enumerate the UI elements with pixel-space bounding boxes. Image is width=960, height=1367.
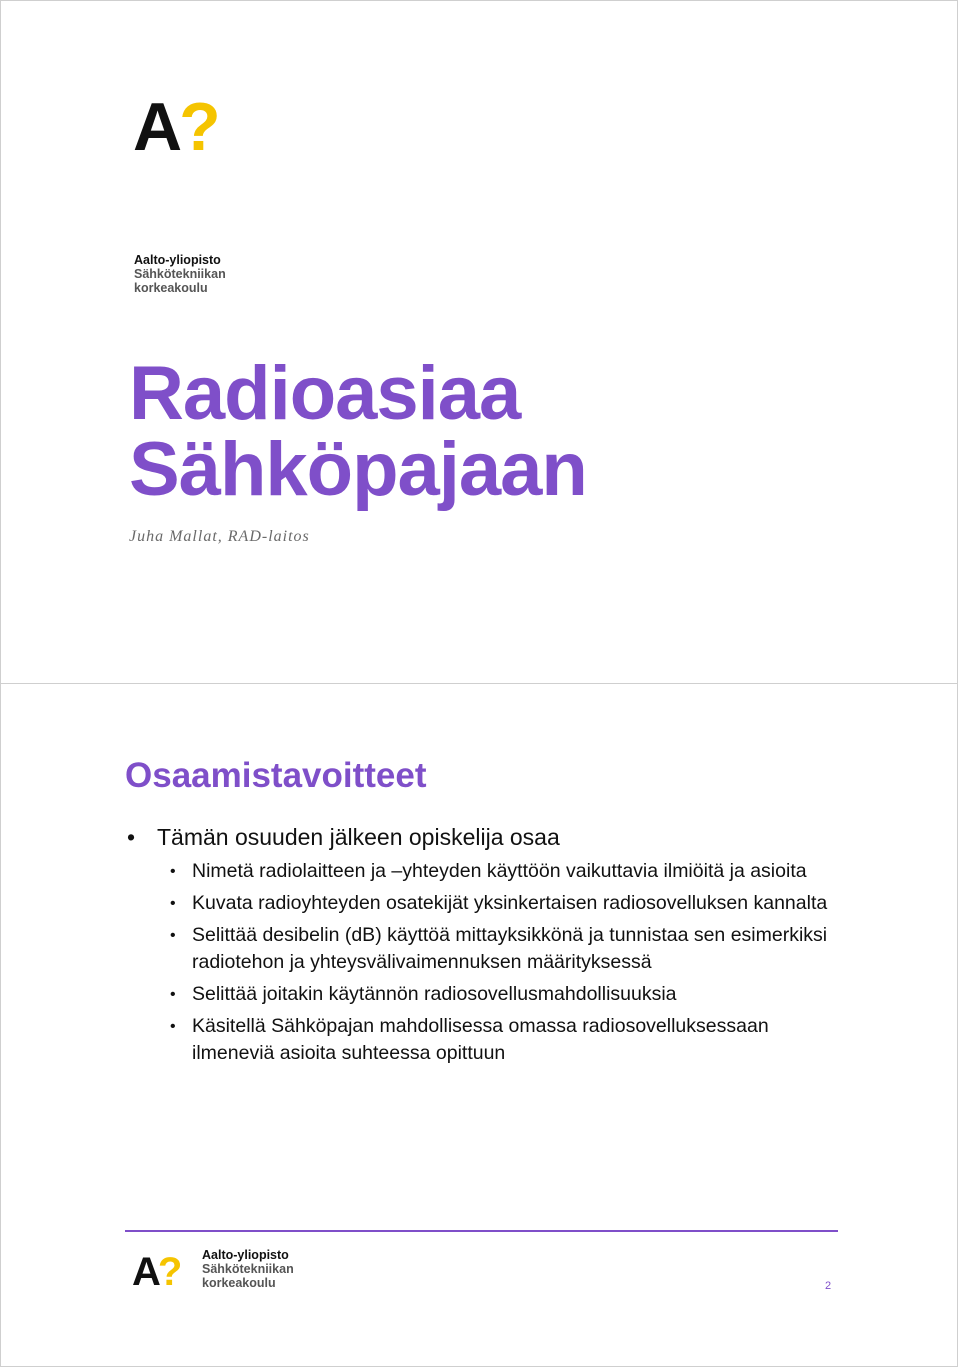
author-line: Juha Mallat, RAD-laitos (129, 528, 310, 545)
main-bullet-text: Tämän osuuden jälkeen opiskelija osaa (157, 824, 560, 850)
logo-line-school-2: korkeakoulu (134, 281, 208, 295)
logo-line-school-2: korkeakoulu (202, 1275, 276, 1290)
aalto-logo-text (134, 253, 226, 295)
sub-bullet: • Selittää desibelin (dB) käyttöä mittayksikkönä ja tunnistaa sen esimerkiksi radiotehon ja yhteysvälivaimennuksen määrityksessä (157, 922, 845, 976)
sub-bullet: • Käsitellä Sähköpajan mahdollisessa omassa radiosovelluksessaan ilmeneviä asioita suhteessa opittuun (157, 1013, 845, 1067)
logo-line-school: Sähkötekniikan (202, 1261, 294, 1276)
page-number: 2 (825, 1280, 832, 1292)
bullet-list (125, 822, 845, 1072)
aalto-logo-footer (132, 1248, 302, 1302)
footer-divider (125, 1230, 838, 1232)
title-slide (0, 0, 958, 684)
sub-bullet: • Kuvata radioyhteyden osatekijät yksinkertaisen radiosovelluksen kannalta (157, 890, 845, 917)
slide-title (129, 351, 587, 512)
slide-title-line-2: Sähköpajaan (129, 427, 587, 512)
aalto-logo-mark-icon: A? (132, 1250, 180, 1294)
objectives-slide (0, 683, 958, 1367)
aalto-logo-text (202, 1249, 294, 1290)
sub-bullet-list (157, 858, 845, 1067)
logo-line-school: Sähkötekniikan (134, 267, 226, 281)
logo-line-university: Aalto-yliopisto (202, 1248, 289, 1262)
sub-bullet: • Selittää joitakin käytännön radiosovellusmahdollisuuksia (157, 981, 845, 1008)
slide-title-line-1: Radioasiaa (129, 351, 521, 436)
main-bullet (125, 822, 845, 1067)
logo-line-university: Aalto-yliopisto (134, 253, 221, 267)
sub-bullet: • Nimetä radiolaitteen ja –yhteyden käyttöön vaikuttavia ilmiöitä ja asioita (157, 858, 845, 885)
aalto-logo (133, 89, 243, 295)
aalto-logo-mark-icon: A? (133, 89, 218, 165)
slide-heading: Osaamistavoitteet (125, 756, 427, 795)
